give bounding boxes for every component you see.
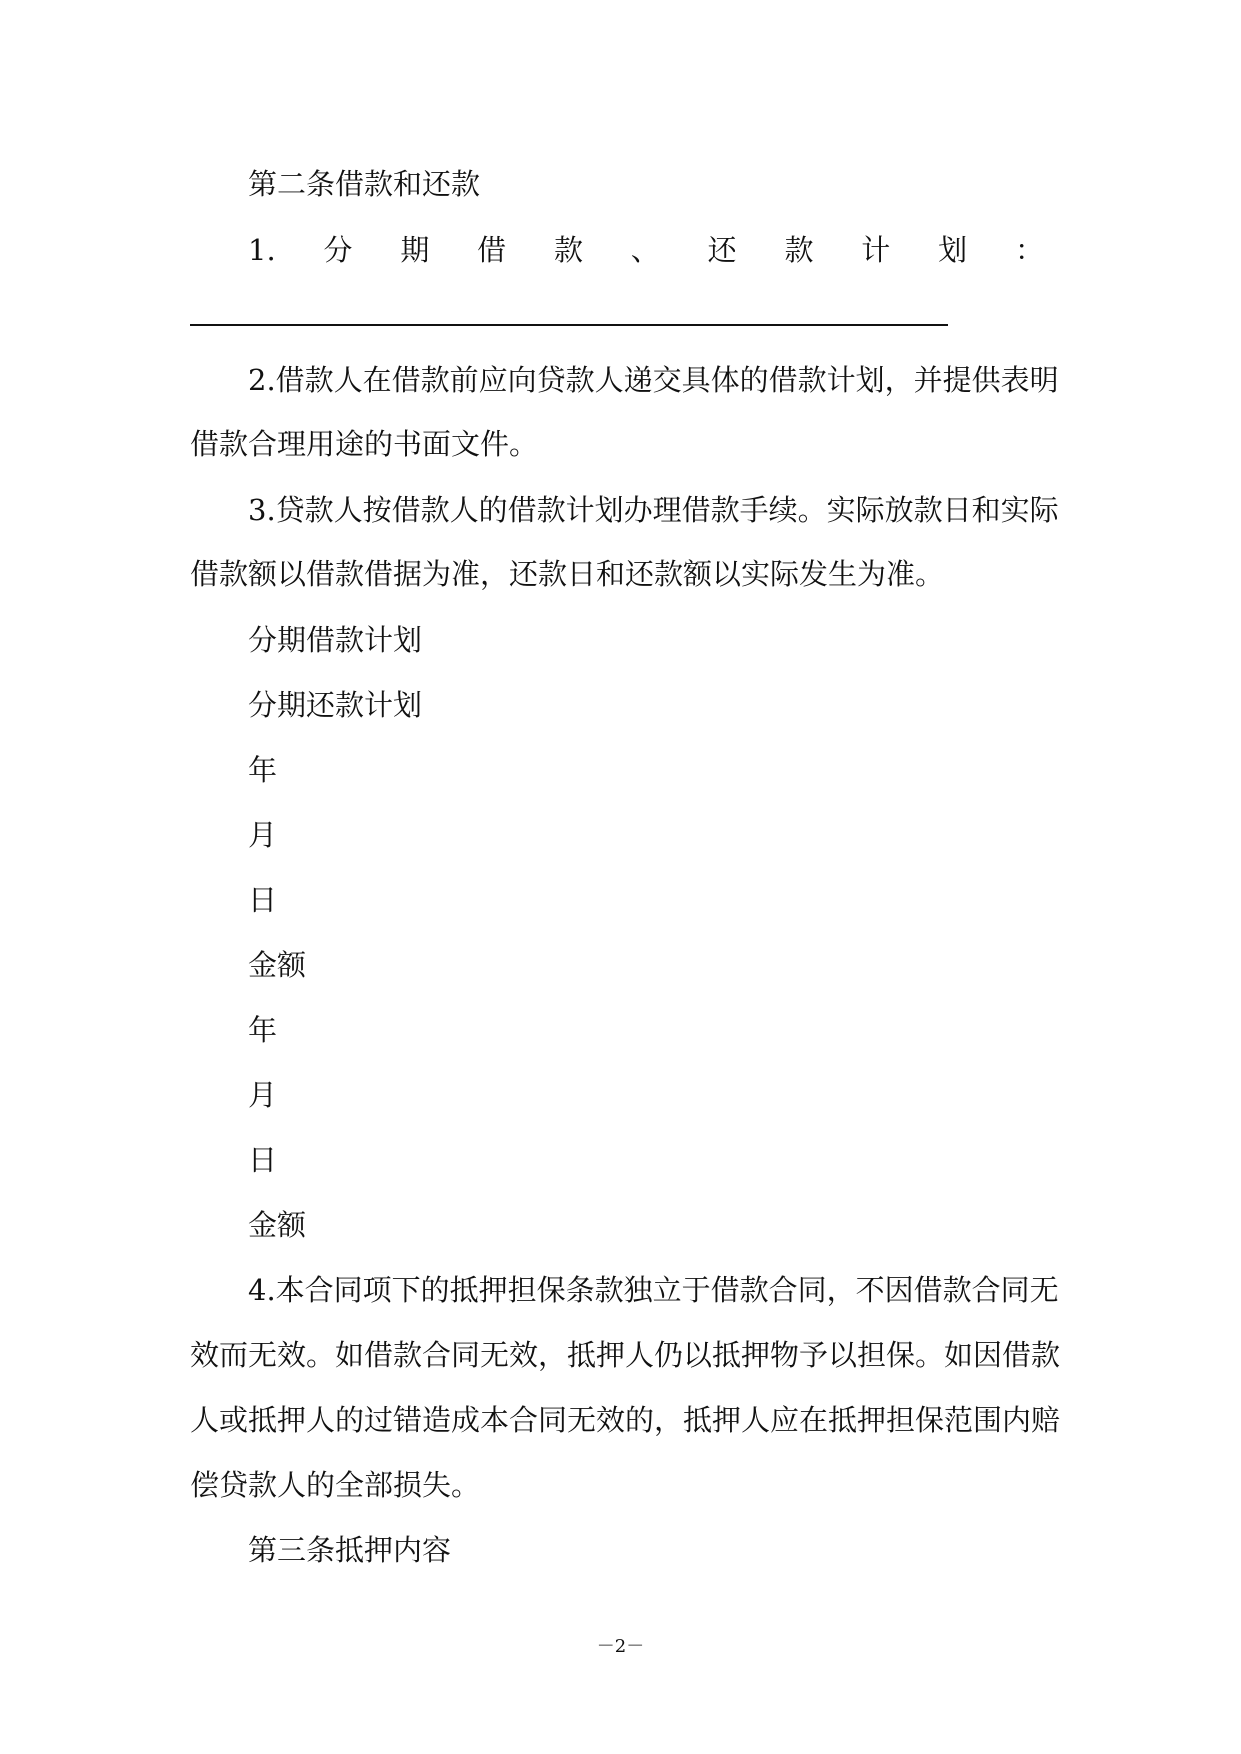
month-label: 月: [248, 818, 278, 852]
day-label: 日: [248, 1143, 278, 1177]
item-2-line-2: 借款合理用途的书面文件。: [190, 427, 539, 461]
item-1-char: 期: [400, 233, 430, 267]
item-1-char: 还: [707, 233, 737, 267]
item-1-char: 借: [477, 233, 507, 267]
item-1-char: 分: [323, 233, 353, 267]
item-4-line-2: 效而无效。如借款合同无效，抵押人仍以抵押物予以担保。如因借款: [190, 1338, 1061, 1372]
amount-label: 金额: [248, 1208, 307, 1242]
item-1-char: 款: [553, 233, 583, 267]
amount-label: 金额: [248, 948, 307, 982]
item-1-char: 计: [861, 233, 891, 267]
item-1-char: 、: [630, 233, 660, 267]
item-3-line-2: 借款额以借款借据为准，还款日和还款额以实际发生为准。: [190, 557, 945, 591]
item-1-char: 1.: [248, 233, 276, 267]
page-number: －2－: [596, 1636, 645, 1657]
item-1-installment-plan: [248, 232, 1044, 268]
fill-in-blank-line: [190, 324, 948, 326]
item-1-char: 划: [938, 233, 968, 267]
year-label: 年: [248, 753, 278, 787]
item-4-line-1: 4.本合同项下的抵押担保条款独立于借款合同，不因借款合同无: [248, 1273, 1059, 1307]
day-label: 日: [248, 883, 278, 917]
borrowing-plan-label: 分期借款计划: [248, 623, 423, 657]
repayment-plan-label: 分期还款计划: [248, 688, 423, 722]
item-1-char: 款: [784, 233, 814, 267]
item-4-line-4: 偿贷款人的全部损失。: [190, 1468, 481, 1502]
article-2-heading: 第二条借款和还款: [248, 167, 481, 201]
item-1-char: ：: [1014, 233, 1044, 267]
month-label: 月: [248, 1078, 278, 1112]
item-3-line-1: 3.贷款人按借款人的借款计划办理借款手续。实际放款日和实际: [248, 493, 1059, 527]
year-label: 年: [248, 1013, 278, 1047]
item-4-line-3: 人或抵押人的过错造成本合同无效的，抵押人应在抵押担保范围内赔: [190, 1403, 1061, 1437]
item-2-line-1: 2.借款人在借款前应向贷款人递交具体的借款计划，并提供表明: [248, 363, 1059, 397]
article-3-heading: 第三条抵押内容: [248, 1533, 452, 1567]
